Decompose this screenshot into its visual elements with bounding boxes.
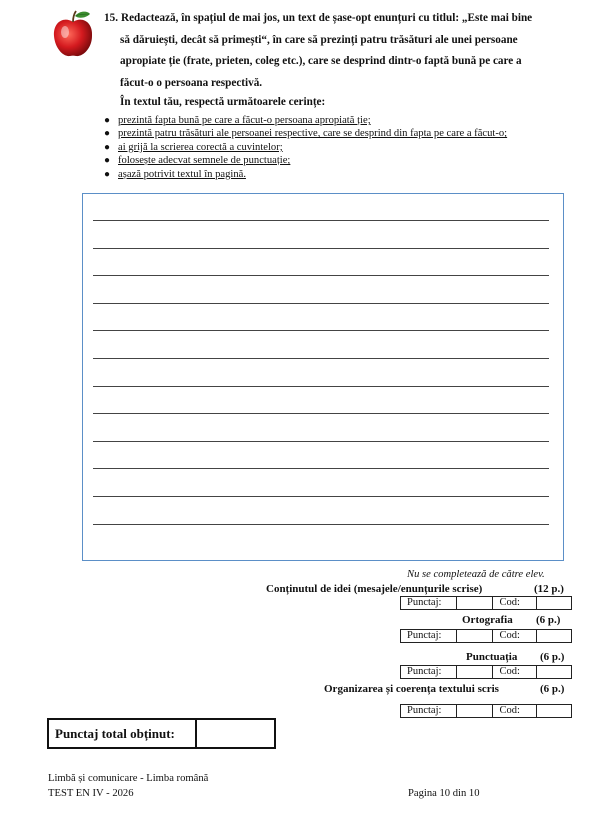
- bullet-icon: ●: [104, 155, 111, 167]
- score-label: Punctaj:: [401, 666, 457, 678]
- score-box-spelling: [400, 629, 572, 643]
- criterion-organization-label: Organizarea și coerența textului scris: [324, 683, 499, 695]
- writing-line: [93, 441, 549, 442]
- code-label: Cod:: [493, 666, 537, 678]
- code-cell[interactable]: [537, 597, 571, 609]
- score-cell[interactable]: [457, 630, 494, 642]
- score-box-organization: [400, 704, 572, 718]
- writing-area[interactable]: [82, 193, 564, 561]
- writing-line: [93, 358, 549, 359]
- criterion-organization-points: (6 p.): [540, 683, 565, 695]
- question-line-1: Redactează, în spațiul de mai jos, un text de șase-opt enunțuri cu titlul: „Este mai bine: [120, 12, 533, 24]
- footer-subject: Limbă și comunicare - Limba română: [48, 773, 209, 784]
- writing-line: [93, 275, 549, 276]
- code-label: Cod:: [493, 597, 537, 609]
- score-cell[interactable]: [457, 666, 494, 678]
- question-line-3: apropiate ție (frate, prieten, coleg etc.), care se desprind dintr-o faptă bună pe care a: [120, 55, 522, 68]
- requirement-item: ● folosește adecvat semnele de punctuație;: [104, 155, 291, 167]
- criterion-punctuation-label: Punctuația: [466, 651, 518, 663]
- question-line-2: să dăruiești, decât să primești“, în care să prezinți patru trăsături ale unei persoane: [120, 33, 518, 46]
- total-score-box: [47, 718, 276, 749]
- footer-test: TEST EN IV - 2026: [48, 788, 134, 799]
- writing-line: [93, 220, 549, 221]
- criterion-spelling-label: Ortografia: [462, 614, 513, 626]
- bullet-icon: ●: [104, 168, 111, 180]
- score-label: Punctaj:: [401, 597, 457, 609]
- writing-line: [93, 468, 549, 469]
- apple-icon: [52, 8, 94, 58]
- code-cell[interactable]: [537, 705, 571, 717]
- total-score-label: Punctaj total obținut:: [49, 720, 197, 747]
- code-label: Cod:: [493, 630, 537, 642]
- writing-line: [93, 330, 549, 331]
- criterion-spelling-points: (6 p.): [536, 614, 561, 626]
- criterion-punctuation-points: (6 p.): [540, 651, 565, 663]
- bullet-icon: ●: [104, 128, 111, 140]
- bullet-icon: ●: [104, 141, 111, 153]
- question-text: [104, 8, 578, 94]
- requirement-item: ● ai grijă la scrierea corectă a cuvintelor;: [104, 141, 283, 153]
- requirement-item: ● prezintă patru trăsături ale persoanei respective, care se desprind din fapta pe care a făcut-o;: [104, 128, 508, 140]
- requirement-item: ● prezintă fapta bună pe care a făcut-o persoana apropiată ție;: [104, 115, 371, 126]
- score-box-punctuation: [400, 665, 572, 679]
- code-cell[interactable]: [537, 666, 571, 678]
- score-label: Punctaj:: [401, 630, 457, 642]
- code-cell[interactable]: [537, 630, 571, 642]
- criterion-content-points: (12 p.): [534, 583, 564, 595]
- total-score-value[interactable]: [197, 720, 274, 747]
- grading-note: Nu se completează de către elev.: [407, 569, 545, 580]
- requirements-title: În textul tău, respectă următoarele cerințe:: [120, 96, 326, 108]
- writing-line: [93, 248, 549, 249]
- requirements-list: [104, 114, 507, 181]
- score-cell[interactable]: [457, 705, 494, 717]
- writing-line: [93, 496, 549, 497]
- score-label: Punctaj:: [401, 705, 457, 717]
- code-label: Cod:: [493, 705, 537, 717]
- question-line-4: făcut-o o persoana respectivă.: [120, 76, 263, 89]
- requirement-item: ● așază potrivit textul în pagină.: [104, 168, 246, 180]
- writing-line: [93, 524, 549, 525]
- score-box-content: [400, 596, 572, 610]
- bullet-icon: ●: [104, 115, 111, 126]
- writing-line: [93, 413, 549, 414]
- criterion-content-label: Conținutul de idei (mesajele/enunțurile scrise): [266, 583, 483, 595]
- writing-line: [93, 386, 549, 387]
- question-number: 15.: [104, 12, 118, 24]
- score-cell[interactable]: [457, 597, 494, 609]
- writing-line: [93, 303, 549, 304]
- footer-page: Pagina 10 din 10: [408, 788, 480, 799]
